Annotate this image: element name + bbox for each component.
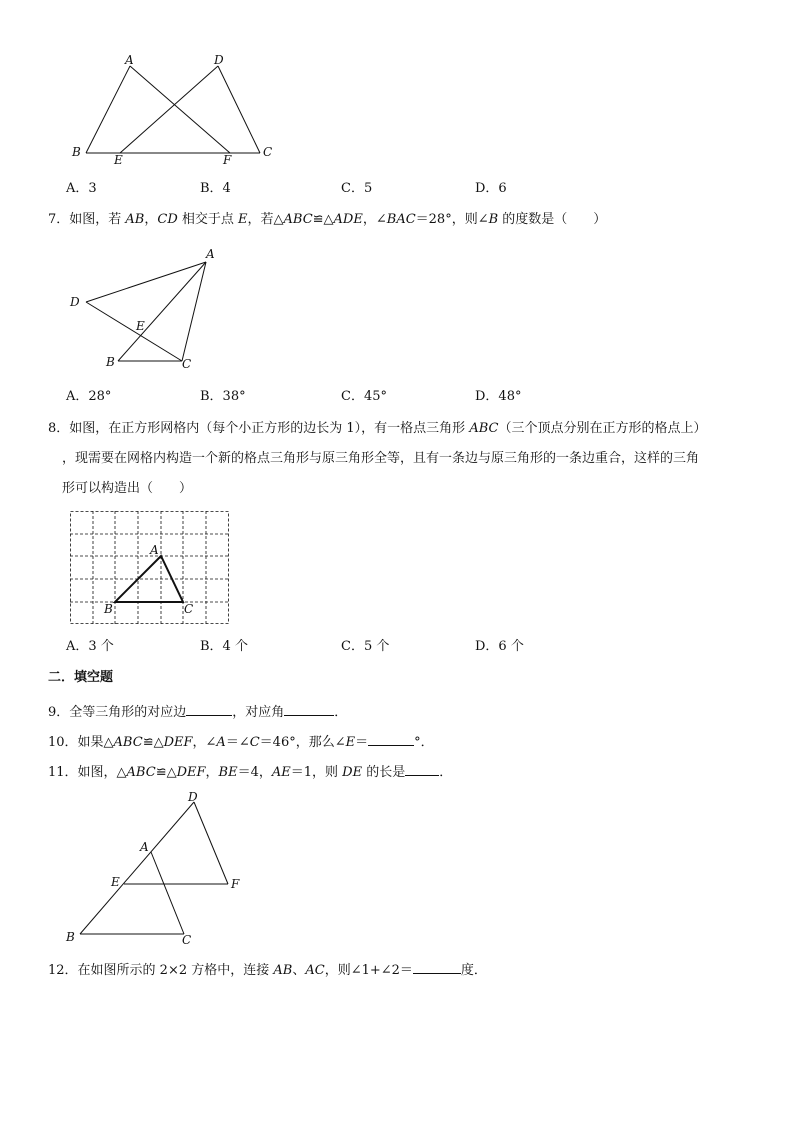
blank-1[interactable] bbox=[186, 703, 232, 716]
blank-1[interactable] bbox=[368, 733, 414, 746]
question-8-line-3: 形可以构造出（ ） bbox=[62, 481, 193, 496]
label-b: B bbox=[72, 145, 81, 159]
label-d: D bbox=[188, 790, 198, 804]
blank-1[interactable] bbox=[413, 961, 461, 974]
label-e: E bbox=[136, 319, 145, 333]
segment-dc bbox=[86, 302, 182, 361]
segment-ac bbox=[151, 852, 184, 934]
segment-ac bbox=[130, 66, 230, 153]
figure-q8-grid bbox=[70, 511, 230, 627]
blank-1[interactable] bbox=[405, 763, 439, 776]
q8-option-c: C．5 个 bbox=[341, 639, 390, 654]
label-e: E bbox=[114, 153, 123, 167]
segment-ab bbox=[86, 66, 130, 153]
label-d: D bbox=[214, 53, 224, 67]
figure-q6 bbox=[60, 50, 290, 170]
label-b: B bbox=[66, 930, 75, 944]
segment-de bbox=[120, 66, 218, 153]
label-f: F bbox=[231, 877, 240, 891]
question-8-line-1: 8．如图，在正方形网格内（每个小正方形的边长为 1），有一格点三角形 ABC（三个顶点分别在正方形的格点上） bbox=[48, 421, 707, 436]
label-a: A bbox=[125, 53, 134, 67]
question-9: 9．全等三角形的对应边 ，对应角 ． bbox=[48, 705, 348, 720]
q6-option-d: D．6 bbox=[475, 181, 507, 196]
q8-option-b: B．4 个 bbox=[200, 639, 248, 654]
q8-option-a: A．3 个 bbox=[66, 639, 114, 654]
q6-option-a: A．3 bbox=[66, 181, 97, 196]
question-8-line-2: ，现需要在网格内构造一个新的格点三角形与原三角形全等，且有一条边与原三角形的一条边重合，这样的三角 bbox=[62, 451, 700, 466]
q7-option-b: B．38° bbox=[200, 389, 246, 404]
q7-option-c: C．45° bbox=[341, 389, 387, 404]
label-c: C bbox=[182, 357, 192, 371]
figure-q11 bbox=[60, 790, 260, 950]
label-a: A bbox=[140, 840, 149, 854]
question-10: 10．如果△ABC≌△DEF，∠A＝∠C＝46°，那么∠E＝ °． bbox=[48, 735, 434, 750]
figure-q7 bbox=[60, 244, 230, 374]
q6-option-c: C．5 bbox=[341, 181, 373, 196]
label-c: C bbox=[182, 933, 192, 947]
label-f: F bbox=[223, 153, 232, 167]
segment-bd bbox=[80, 802, 194, 934]
label-c: C bbox=[184, 602, 194, 616]
section-title-fill-in: 二．填空题 bbox=[48, 670, 114, 685]
label-a: A bbox=[206, 247, 215, 261]
label-b: B bbox=[106, 355, 115, 369]
label-b: B bbox=[104, 602, 113, 616]
q8-option-d: D．6 个 bbox=[475, 639, 524, 654]
question-11: 11．如图，△ABC≌△DEF，BE＝4，AE＝1，则 DE 的长是 ． bbox=[48, 765, 453, 780]
q7-option-a: A．28° bbox=[66, 389, 112, 404]
segment-ac bbox=[182, 262, 206, 361]
segment-df bbox=[194, 802, 228, 884]
label-a: A bbox=[150, 543, 159, 557]
label-e: E bbox=[111, 875, 120, 889]
q7-option-d: D．48° bbox=[475, 389, 522, 404]
q6-option-b: B．4 bbox=[200, 181, 231, 196]
segment-dc bbox=[218, 66, 260, 153]
question-7: 7．如图，若 AB，CD 相交于点 E，若△ABC≌△ADE，∠BAC＝28°，则∠B 的度数是（ ） bbox=[48, 212, 607, 227]
blank-2[interactable] bbox=[284, 703, 334, 716]
label-d: D bbox=[70, 295, 80, 309]
question-12: 12．在如图所示的 2×2 方格中，连接 AB、AC，则∠1+∠2＝ 度． bbox=[48, 963, 487, 978]
label-c: C bbox=[263, 145, 273, 159]
